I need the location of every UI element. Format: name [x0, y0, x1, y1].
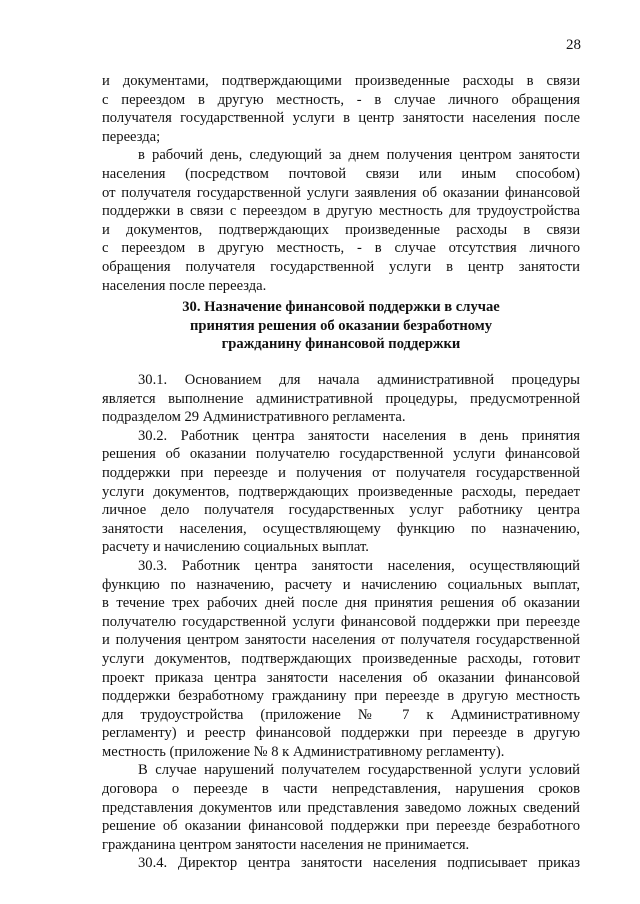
paragraph-line: в рабочий день, следующий за днем получения центром занятости — [138, 147, 580, 164]
paragraph-line: услуги документов, подтверждающих произведенные расходы, передает — [102, 483, 580, 500]
paragraph-line: поддержки при переезде и получения от получателя государственной — [102, 464, 580, 481]
paragraph-line: договора о переезде в части непредставления, нарушения сроков — [102, 781, 580, 798]
page-number: 28 — [566, 37, 581, 53]
paragraph-line: услуги документов, подтверждающих произведенные расходы, готовит — [102, 650, 580, 667]
paragraph-line: проект приказа центра занятости населения об оказании финансовой — [102, 669, 580, 686]
paragraph-line: для трудоустройства (приложение № 7 к Административному — [102, 706, 580, 723]
paragraph-line: и документов, подтверждающих произведенные расходы в связи — [102, 221, 580, 238]
paragraph-line: 30.1. Основанием для начала административной процедуры — [138, 372, 580, 388]
paragraph-line: решение об оказании финансовой поддержки при переезде безработного — [102, 818, 580, 835]
heading-line: 30. Назначение финансовой поддержки в случае — [182, 299, 500, 315]
paragraph-line: населения (посредством почтовой связи или иным способом) — [102, 165, 580, 182]
paragraph-line: и получения центром занятости населения от получателя государственной — [102, 632, 580, 649]
text-block-top — [102, 72, 580, 295]
paragraph-line: представления документов или представления заведомо ложных сведений — [102, 799, 580, 816]
paragraph-line: населения после переезда. — [102, 277, 267, 294]
paragraph-line: и документами, подтверждающими произведенные расходы в связи — [102, 73, 580, 89]
paragraph-line: В случае нарушений получателем государственной услуги условий — [138, 762, 580, 779]
paragraph-line: с переездом в другую местность, - в случае личного обращения — [102, 91, 580, 108]
paragraph-line: функцию по назначению, расчету и начислению социальных выплат, — [102, 576, 580, 593]
paragraph-line: переезда; — [102, 128, 161, 145]
paragraph-line: в течение трех рабочих дней после дня принятия решения об оказании — [102, 595, 580, 612]
paragraph-line: решения об оказании получателю государственной услуги финансовой — [102, 446, 580, 463]
paragraph-line: получателя государственной услуги в центр занятости населения после — [102, 110, 580, 127]
heading-line: гражданину финансовой поддержки — [221, 336, 461, 353]
paragraph-line: подразделом 29 Административного регламента. — [102, 409, 406, 426]
paragraph-line: получателю государственной услуги финансовой поддержки при переезде — [102, 613, 580, 630]
paragraph-line: регламенту) и реестр финансовой поддержки при переезде в другую — [102, 725, 580, 742]
paragraph-line: с переездом в другую местность, - в случае отсутствия личного — [102, 240, 580, 257]
text-block-body — [102, 371, 580, 873]
paragraph-line: является выполнение административной процедуры, предусмотренной — [102, 390, 580, 407]
paragraph-line: занятости населения, осуществляющему функцию по назначению, — [102, 520, 580, 537]
paragraph-line: 30.2. Работник центра занятости населения в день принятия — [138, 427, 580, 444]
paragraph-line: гражданина центром занятости населения не принимается. — [102, 836, 470, 853]
paragraph-line: поддержки безработному гражданину при переезде в другую местность — [102, 688, 580, 705]
section-heading — [102, 298, 580, 354]
paragraph-line: личное дело получателя государственных услуг работнику центра — [102, 502, 580, 519]
heading-line: принятия решения об оказании безработному — [189, 317, 493, 334]
paragraph-line: обращения получателя государственной услуги в центр занятости — [102, 258, 580, 275]
paragraph-line: от получателя государственной услуги заявления об оказании финансовой — [102, 184, 580, 201]
paragraph-line: 30.3. Работник центра занятости населения, осуществляющий — [138, 557, 580, 574]
paragraph-line: местность (приложение № 8 к Административному регламенту). — [102, 743, 505, 760]
paragraph-line: расчету и начислению социальных выплат. — [102, 539, 369, 556]
paragraph-line: 30.4. Директор центра занятости населения подписывает приказ — [138, 855, 580, 872]
paragraph-line: поддержки в связи с переездом в другую местность для трудоустройства — [102, 203, 580, 220]
